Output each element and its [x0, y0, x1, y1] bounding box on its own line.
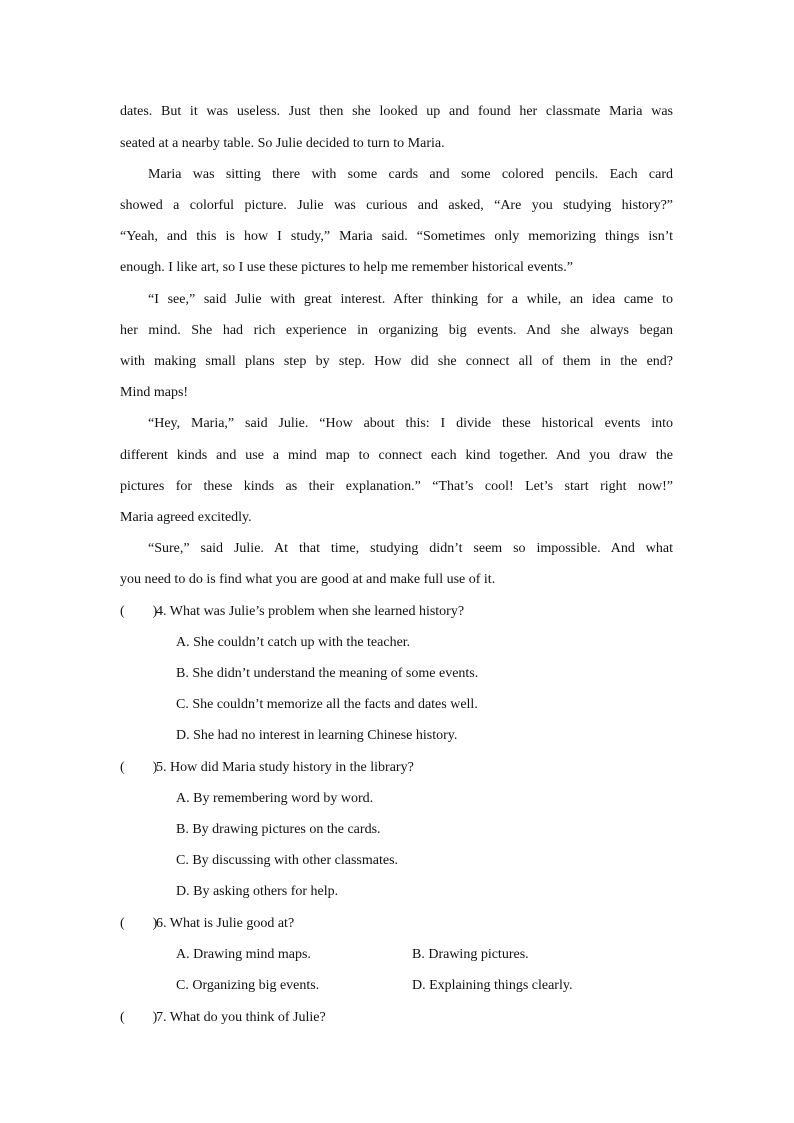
- passage-paragraph-start: “I see,” said Julie with great interest. After thinking for a while, an idea came to: [148, 292, 673, 307]
- passage-paragraph-start: Maria was sitting there with some cards and some colored pencils. Each card: [148, 167, 673, 182]
- passage-line: Maria agreed excitedly.: [120, 510, 252, 525]
- question-option: B. Drawing pictures.: [412, 947, 529, 962]
- passage-line: showed a colorful picture. Julie was curious and asked, “Are you studying history?”: [120, 198, 673, 213]
- question-option: B. She didn’t understand the meaning of some events.: [176, 666, 479, 681]
- question-option: D. Explaining things clearly.: [412, 978, 573, 993]
- question-option: D. By asking others for help.: [176, 884, 339, 899]
- question-option: C. She couldn’t memorize all the facts and dates well.: [176, 697, 478, 712]
- passage-line: pictures for these kinds as their explanation.” “That’s cool! Let’s start right now!”: [120, 479, 673, 494]
- question-option: B. By drawing pictures on the cards.: [176, 822, 381, 837]
- question-option: D. She had no interest in learning Chinese history.: [176, 728, 458, 743]
- passage-line: enough. I like art, so I use these pictures to help me remember historical events.”: [120, 260, 573, 275]
- question-stem: 6. What is Julie good at?: [156, 916, 295, 931]
- passage-line: seated at a nearby table. So Julie decided to turn to Maria.: [120, 136, 445, 151]
- question-option: A. She couldn’t catch up with the teacher.: [176, 635, 411, 650]
- question-option: A. By remembering word by word.: [176, 791, 374, 806]
- passage-line: her mind. She had rich experience in organizing big events. And she always began: [120, 323, 673, 338]
- passage-paragraph-start: “Hey, Maria,” said Julie. “How about this: I divide these historical events into: [148, 416, 673, 431]
- passage-line: Mind maps!: [120, 385, 189, 400]
- answer-blank[interactable]: ( ): [120, 604, 158, 619]
- passage-paragraph-start: “Sure,” said Julie. At that time, studying didn’t seem so impossible. And what: [148, 541, 673, 556]
- question-stem: 7. What do you think of Julie?: [156, 1010, 326, 1025]
- passage-line: with making small plans step by step. How did she connect all of them in the end?: [120, 354, 673, 369]
- passage-line: different kinds and use a mind map to connect each kind together. And you draw the: [120, 448, 673, 463]
- question-option: C. By discussing with other classmates.: [176, 853, 399, 868]
- question-stem: 5. How did Maria study history in the library?: [156, 760, 414, 775]
- question-option: A. Drawing mind maps.: [176, 947, 311, 962]
- answer-blank[interactable]: ( ): [120, 1010, 158, 1025]
- passage-line: dates. But it was useless. Just then she looked up and found her classmate Maria was: [120, 104, 673, 119]
- passage-line: you need to do is find what you are good at and make full use of it.: [120, 572, 496, 587]
- answer-blank[interactable]: ( ): [120, 916, 158, 931]
- question-stem: 4. What was Julie’s problem when she learned history?: [156, 604, 465, 619]
- passage-line: “Yeah, and this is how I study,” Maria said. “Sometimes only memorizing things isn’t: [120, 229, 673, 244]
- answer-blank[interactable]: ( ): [120, 760, 158, 775]
- question-option: C. Organizing big events.: [176, 978, 320, 993]
